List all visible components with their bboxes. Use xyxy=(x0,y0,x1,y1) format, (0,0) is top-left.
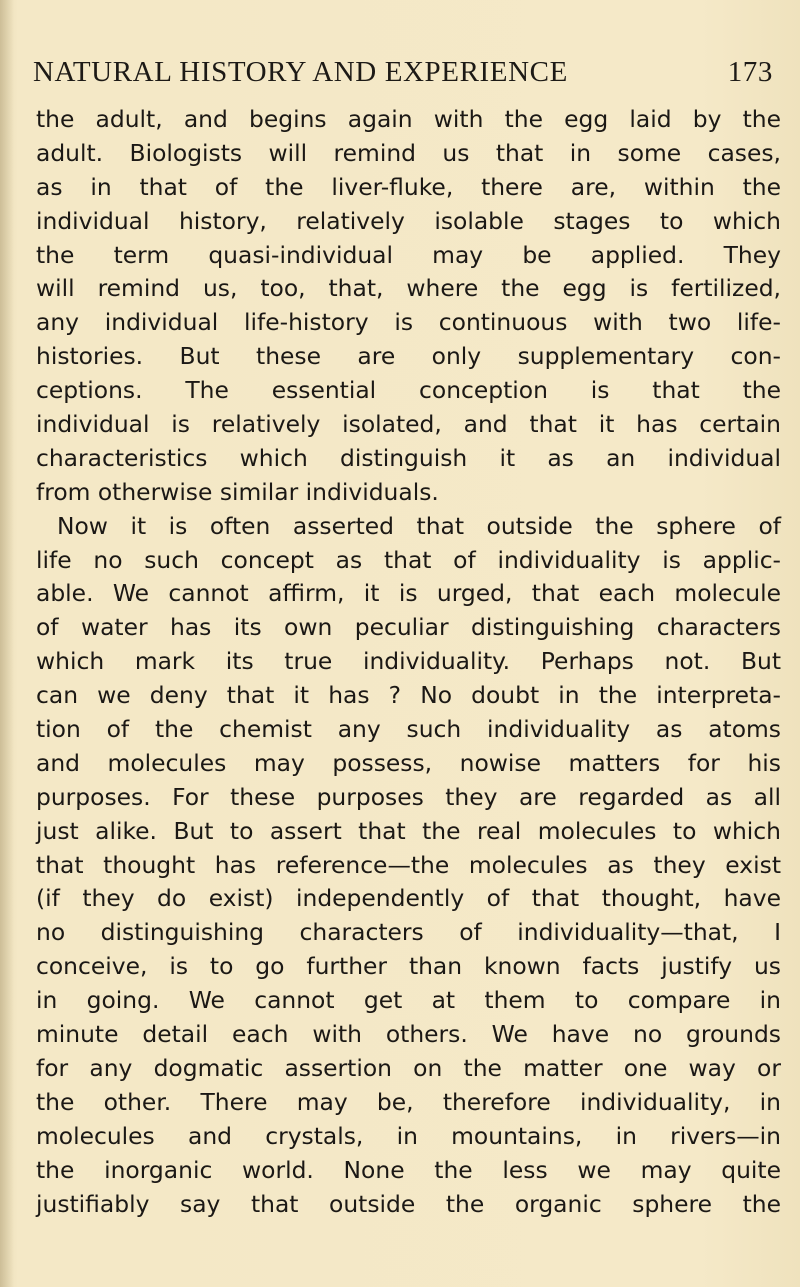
text-line: minute detail each with others. We have no grounds xyxy=(36,1020,781,1049)
text-line: tion of the chemist any such individuality as atoms xyxy=(36,715,781,744)
text-line: the other. There may be, therefore individuality, in xyxy=(36,1087,781,1116)
text-line-paragraph-start: Now it is often asserted that outside the sphere of xyxy=(57,511,781,540)
text-line: just alike. But to assert that the real molecules to which xyxy=(36,816,781,845)
text-line: ceptions. The essential conception is that the xyxy=(36,376,781,405)
text-line: for any dogmatic assertion on the matter one way or xyxy=(36,1053,781,1082)
page-number: 173 xyxy=(727,55,773,88)
text-line: in going. We cannot get at them to compare in xyxy=(36,986,781,1015)
body-text xyxy=(36,103,781,1221)
text-line-paragraph-end: from otherwise similar individuals. xyxy=(36,477,439,506)
text-line: characteristics which distinguish it as an individual xyxy=(36,443,781,472)
running-head xyxy=(33,52,773,92)
text-line: life no such concept as that of individuality is applic- xyxy=(36,545,781,574)
text-line: that thought has reference—the molecules as they exist xyxy=(36,850,781,879)
text-line: will remind us, too, that, where the egg is fertilized, xyxy=(36,274,781,303)
text-line: molecules and crystals, in mountains, in rivers—in xyxy=(36,1121,781,1150)
text-line: can we deny that it has ? No doubt in the interpreta- xyxy=(36,681,781,710)
text-line: no distinguishing characters of individuality—that, I xyxy=(36,918,781,947)
text-line: which mark its true individuality. Perhaps not. But xyxy=(36,647,781,676)
text-line: the adult, and begins again with the egg laid by the xyxy=(36,105,781,133)
text-line: as in that of the liver-fluke, there are, within the xyxy=(36,172,781,201)
text-line: conceive, is to go further than known facts justify us xyxy=(36,952,781,981)
text-line: histories. But these are only supplementary con- xyxy=(36,342,781,371)
text-line: (if they do exist) independently of that thought, have xyxy=(36,884,781,913)
text-line: adult. Biologists will remind us that in some cases, xyxy=(36,138,781,167)
text-line: the term quasi-individual may be applied. They xyxy=(36,240,781,269)
text-line: of water has its own peculiar distinguishing characters xyxy=(36,613,781,642)
binding-gutter-shadow xyxy=(0,0,14,1287)
text-line: purposes. For these purposes they are regarded as all xyxy=(36,782,781,811)
text-line: justifiably say that outside the organic sphere the xyxy=(36,1189,781,1218)
running-title: NATURAL HISTORY AND EXPERIENCE xyxy=(33,55,568,88)
text-line: individual is relatively isolated, and that it has certain xyxy=(36,410,781,439)
text-line: any individual life-history is continuous with two life- xyxy=(36,308,781,337)
text-line: able. We cannot affirm, it is urged, that each molecule xyxy=(36,579,781,608)
text-line: and molecules may possess, nowise matters for his xyxy=(36,748,781,777)
text-line: the inorganic world. None the less we may quite xyxy=(36,1155,781,1184)
text-line: individual history, relatively isolable stages to which xyxy=(36,206,781,235)
